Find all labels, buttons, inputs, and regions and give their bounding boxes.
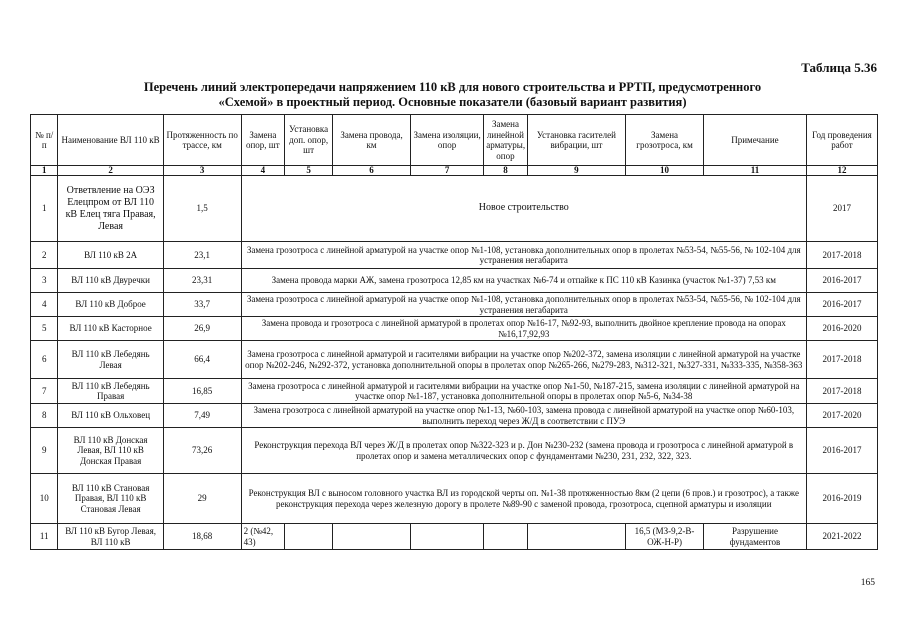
row-number: 4 [31, 293, 58, 317]
line-name: ВЛ 110 кВ Лебедянь Левая [58, 341, 163, 379]
header-cell: Замена грозотроса, км [626, 115, 704, 166]
work-years: 2017-2018 [806, 379, 877, 404]
insulation-replacement [410, 524, 483, 550]
column-number: 11 [703, 166, 806, 176]
table-row [31, 176, 878, 242]
row-number: 11 [31, 524, 58, 550]
header-cell: Протяженность по трассе, км [163, 115, 241, 166]
fittings-replacement [484, 524, 527, 550]
column-number-row [31, 166, 878, 176]
row-number: 10 [31, 474, 58, 524]
table-row [31, 404, 878, 428]
row-number: 1 [31, 176, 58, 242]
line-name: ВЛ 110 кВ 2А [58, 242, 163, 269]
line-name: ВЛ 110 кВ Ольховец [58, 404, 163, 428]
line-length: 29 [163, 474, 241, 524]
line-name: ВЛ 110 кВ Доброе [58, 293, 163, 317]
table-row [31, 269, 878, 293]
line-name: ВЛ 110 кВ Становая Правая, ВЛ 110 кВ Становая Левая [58, 474, 163, 524]
header-cell: № п/п [31, 115, 58, 166]
header-cell: Установка доп. опор, шт [285, 115, 333, 166]
header-cell: Замена изоляции, опор [410, 115, 483, 166]
header-cell: Замена опор, шт [241, 115, 284, 166]
column-number: 9 [527, 166, 625, 176]
line-length: 16,85 [163, 379, 241, 404]
line-length: 66,4 [163, 341, 241, 379]
work-description: Замена провода и грозотроса с линейной арматурой в пролетах опор №16-17, №92-93, выполнить двойное крепление провода на опорах №16,17,92,93 [241, 317, 806, 341]
line-name: Ответвление на ОЭЗ Елецпром от ВЛ 110 кВ Елец тяга Правая, Левая [58, 176, 163, 242]
table-row [31, 293, 878, 317]
line-name: ВЛ 110 кВ Бугор Левая, ВЛ 110 кВ [58, 524, 163, 550]
line-length: 23,31 [163, 269, 241, 293]
table-row [31, 317, 878, 341]
supports-replacement: 2 (№42, 43) [241, 524, 284, 550]
line-name: ВЛ 110 кВ Касторное [58, 317, 163, 341]
work-description: Замена грозотроса с линейной арматурой и гасителями вибрации на участке опор №1-50, №187-215, замена изоляции с линейной арматурой на участке опор №1-187, установка дополнительной опоры в пролетах опор №5-6, №34-38 [241, 379, 806, 404]
line-name: ВЛ 110 кВ Донская Левая, ВЛ 110 кВ Донская Правая [58, 428, 163, 474]
work-years: 2016-2017 [806, 293, 877, 317]
table-label: Таблица 5.36 [801, 60, 877, 75]
row-number: 3 [31, 269, 58, 293]
column-number: 6 [333, 166, 411, 176]
work-years: 2017-2020 [806, 404, 877, 428]
column-number: 10 [626, 166, 704, 176]
table-row [31, 341, 878, 379]
row-number: 5 [31, 317, 58, 341]
line-length: 26,9 [163, 317, 241, 341]
caption-line-1: Перечень линий электропередачи напряжением 110 кВ для нового строительства и РРТП, предусмотренного [143, 80, 762, 94]
header-cell: Примечание [703, 115, 806, 166]
ground-wire-replacement: 16,5 (МЗ-9,2-В-ОЖ-Н-Р) [626, 524, 704, 550]
work-description: Замена грозотроса с линейной арматурой на участке опор №1-13, №60-103, замена провода с линейной арматурой на участке опор №60-103, выполнить переход через Ж/Д в соответствии с ПУЭ [241, 404, 806, 428]
row-number: 8 [31, 404, 58, 428]
column-number: 2 [58, 166, 163, 176]
header-cell: Замена линейной арматуры, опор [484, 115, 527, 166]
header-cell: Замена провода, км [333, 115, 411, 166]
work-years: 2016-2017 [806, 269, 877, 293]
table-row [31, 428, 878, 474]
work-years: 2016-2017 [806, 428, 877, 474]
header-cell: Год проведения работ [806, 115, 877, 166]
work-description: Замена грозотроса с линейной арматурой на участке опор №1-108, установка дополнительных опор в пролетах №53-54, №55-56, № 102-104 для устранения негабарита [241, 242, 806, 269]
column-number: 12 [806, 166, 877, 176]
line-length: 7,49 [163, 404, 241, 428]
column-number: 7 [410, 166, 483, 176]
work-description: Замена грозотроса с линейной арматурой и гасителями вибрации на участке опор №202-372, замена изоляции с линейной арматурой на участке опор №202-246, №292-372, установка дополнительной опоры в пролетах опор №265-266, №279-283, №312-321, №327-331, №333-335, №358-363 [241, 341, 806, 379]
dampers-installation [527, 524, 625, 550]
page-number: 165 [860, 578, 875, 588]
work-years: 2016-2019 [806, 474, 877, 524]
work-description: Реконструкция ВЛ с выносом головного участка ВЛ из городской черты оп. №1-38 протяженностью 8км (2 цепи (6 пров.) и грозотрос), а также реконструкция перехода через железную дорогу в пролете №89-90 с заменой провода, грозотроса, сцепной арматуры и изоляции [241, 474, 806, 524]
column-number: 8 [484, 166, 527, 176]
row-number: 6 [31, 341, 58, 379]
work-description: Новое строительство [241, 176, 806, 242]
header-cell: Наименование ВЛ 110 кВ [58, 115, 163, 166]
line-length: 23,1 [163, 242, 241, 269]
work-years: 2017-2018 [806, 242, 877, 269]
line-length: 33,7 [163, 293, 241, 317]
row-number: 7 [31, 379, 58, 404]
work-description: Замена грозотроса с линейной арматурой на участке опор №1-108, установка дополнительных опор в пролетах №53-54, №55-56, № 102-104 для устранения негабарита [241, 293, 806, 317]
column-number: 1 [31, 166, 58, 176]
add-supports [285, 524, 333, 550]
caption-line-2: «Схемой» в проектный период. Основные показатели (базовый вариант развития) [218, 95, 687, 109]
line-length: 18,68 [163, 524, 241, 550]
row-number: 9 [31, 428, 58, 474]
table-row [31, 524, 878, 550]
table-row [31, 379, 878, 404]
table-row [31, 474, 878, 524]
line-length: 73,26 [163, 428, 241, 474]
note: Разрушение фундаментов [703, 524, 806, 550]
work-description: Реконструкция перехода ВЛ через Ж/Д в пролетах опор №322-323 и р. Дон №230-232 (замена провода и грозотроса с линейной арматурой в пролетах опор и замена металлических опор с фундаментами №230, 231, 232, 322, 323. [241, 428, 806, 474]
work-description: Замена провода марки АЖ, замена грозотроса 12,85 км на участках №6-74 и отпайке к ПС 110 кВ Казинка (участок №1-37) 7,53 км [241, 269, 806, 293]
line-name: ВЛ 110 кВ Двуречки [58, 269, 163, 293]
column-number: 3 [163, 166, 241, 176]
row-number: 2 [31, 242, 58, 269]
table-row [31, 242, 878, 269]
line-length: 1,5 [163, 176, 241, 242]
header-cell: Установка гасителей вибрации, шт [527, 115, 625, 166]
work-years: 2016-2020 [806, 317, 877, 341]
power-lines-table [30, 114, 878, 550]
column-number: 5 [285, 166, 333, 176]
header-row [31, 115, 878, 166]
work-years: 2017 [806, 176, 877, 242]
work-years: 2017-2018 [806, 341, 877, 379]
wire-replacement [333, 524, 411, 550]
column-number: 4 [241, 166, 284, 176]
work-years: 2021-2022 [806, 524, 877, 550]
line-name: ВЛ 110 кВ Лебедянь Правая [58, 379, 163, 404]
table-caption [60, 80, 845, 110]
